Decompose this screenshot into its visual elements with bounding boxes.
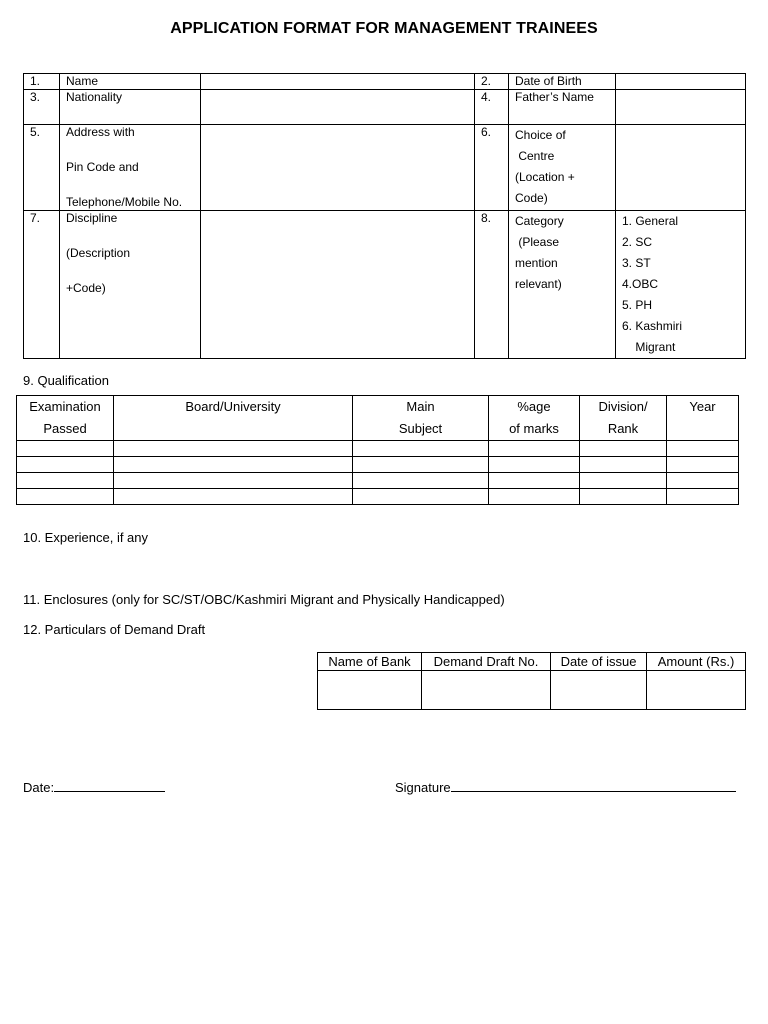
enclosures-heading: 11. Enclosures (only for SC/ST/OBC/Kashmiri Migrant and Physically Handicapped) — [23, 592, 505, 607]
address-label-line: Telephone/Mobile No. — [66, 195, 183, 209]
father-name-label: Father’s Name — [509, 90, 616, 125]
table-row — [17, 441, 739, 457]
table-row — [17, 489, 739, 505]
centre-label — [509, 125, 616, 211]
demand-draft-heading: 12. Particulars of Demand Draft — [23, 622, 206, 637]
table-cell[interactable] — [353, 473, 489, 489]
personal-details-table — [23, 73, 746, 359]
date-field — [23, 778, 165, 795]
table-cell[interactable] — [489, 441, 580, 457]
centre-label-line: Centre — [515, 149, 555, 163]
table-cell[interactable] — [580, 441, 667, 457]
table-row — [318, 671, 746, 710]
centre-label-line: Choice of — [515, 128, 566, 142]
field-number: 5. — [24, 125, 60, 211]
category-options[interactable] — [616, 211, 746, 359]
category-option[interactable]: Migrant — [622, 340, 676, 354]
amount-cell[interactable] — [647, 671, 746, 710]
table-cell[interactable] — [667, 457, 739, 473]
category-option[interactable]: 6. Kashmiri — [622, 319, 683, 333]
address-label-line: Address with — [66, 125, 135, 139]
category-label-line: relevant) — [515, 277, 562, 291]
discipline-label-line: Discipline — [66, 211, 118, 225]
field-number: 6. — [475, 125, 509, 211]
draft-number-cell[interactable] — [422, 671, 551, 710]
column-header — [353, 396, 489, 441]
experience-heading: 10. Experience, if any — [23, 530, 149, 545]
table-cell[interactable] — [17, 441, 114, 457]
field-number: 7. — [24, 211, 60, 359]
column-header — [580, 396, 667, 441]
signature-line[interactable] — [451, 778, 736, 792]
column-header: Name of Bank — [318, 653, 422, 671]
address-label — [60, 125, 201, 211]
category-label-line: (Please — [515, 235, 560, 249]
category-label — [509, 211, 616, 359]
header-line: Passed — [43, 421, 87, 436]
table-cell[interactable] — [114, 457, 353, 473]
date-label: Date: — [23, 780, 55, 795]
table-cell[interactable] — [489, 473, 580, 489]
table-row — [17, 457, 739, 473]
centre-label-line: (Location + — [515, 170, 575, 184]
table-cell[interactable] — [353, 441, 489, 457]
column-header — [667, 396, 739, 441]
header-line: Subject — [398, 421, 443, 436]
header-line: Board/University — [185, 399, 281, 414]
centre-input-cell[interactable] — [616, 125, 746, 211]
table-row — [17, 473, 739, 489]
discipline-label — [60, 211, 201, 359]
issue-date-cell[interactable] — [551, 671, 647, 710]
table-cell[interactable] — [489, 457, 580, 473]
qualification-heading: 9. Qualification — [23, 373, 109, 388]
form-title: APPLICATION FORMAT FOR MANAGEMENT TRAINEES — [170, 20, 598, 37]
table-cell[interactable] — [667, 489, 739, 505]
column-header: Amount (Rs.) — [647, 653, 746, 671]
address-label-line: Pin Code and — [66, 160, 139, 174]
field-number: 2. — [475, 74, 509, 90]
category-label-line: Category — [515, 214, 564, 228]
table-cell[interactable] — [17, 473, 114, 489]
table-cell[interactable] — [667, 441, 739, 457]
header-line: Division/ — [598, 399, 648, 414]
column-header — [114, 396, 353, 441]
category-option[interactable]: 2. SC — [622, 235, 653, 249]
name-input-cell[interactable] — [201, 74, 475, 90]
category-label-line: mention — [515, 256, 558, 270]
table-cell[interactable] — [114, 441, 353, 457]
bank-name-cell[interactable] — [318, 671, 422, 710]
name-label: Name — [60, 74, 201, 90]
table-cell[interactable] — [17, 457, 114, 473]
field-number: 3. — [24, 90, 60, 125]
table-cell[interactable] — [580, 473, 667, 489]
table-cell[interactable] — [114, 473, 353, 489]
centre-label-line: Code) — [515, 191, 548, 205]
header-line: Main — [406, 399, 435, 414]
column-header — [17, 396, 114, 441]
category-option[interactable]: 5. PH — [622, 298, 653, 312]
column-header — [489, 396, 580, 441]
nationality-input-cell[interactable] — [201, 90, 475, 125]
table-cell[interactable] — [489, 489, 580, 505]
qualification-header-row — [17, 396, 739, 441]
discipline-input-cell[interactable] — [201, 211, 475, 359]
qualification-table — [16, 395, 739, 505]
table-cell[interactable] — [17, 489, 114, 505]
father-name-input-cell[interactable] — [616, 90, 746, 125]
table-cell[interactable] — [114, 489, 353, 505]
header-line: of marks — [509, 421, 559, 436]
field-number: 4. — [475, 90, 509, 125]
column-header: Demand Draft No. — [422, 653, 551, 671]
address-input-cell[interactable] — [201, 125, 475, 211]
table-cell[interactable] — [580, 489, 667, 505]
table-cell[interactable] — [353, 489, 489, 505]
header-line: Year — [689, 399, 716, 414]
field-number: 1. — [24, 74, 60, 90]
date-line[interactable] — [54, 778, 165, 792]
field-number: 8. — [475, 211, 509, 359]
signature-label: Signature — [395, 780, 451, 795]
table-cell[interactable] — [667, 473, 739, 489]
header-line: Examination — [29, 399, 101, 414]
column-header: Date of issue — [551, 653, 647, 671]
discipline-label-line: (Description — [66, 246, 131, 260]
header-line: Rank — [607, 421, 639, 436]
demand-draft-header-row — [318, 653, 746, 671]
discipline-label-line: +Code) — [66, 281, 106, 295]
dob-input-cell[interactable] — [616, 74, 746, 90]
demand-draft-table — [317, 652, 746, 710]
dob-label: Date of Birth — [509, 74, 616, 90]
table-cell[interactable] — [580, 457, 667, 473]
header-line: %age — [517, 399, 551, 414]
category-option[interactable]: 3. ST — [622, 256, 651, 270]
signature-field — [395, 778, 736, 795]
nationality-label: Nationality — [60, 90, 201, 125]
table-cell[interactable] — [353, 457, 489, 473]
category-option[interactable]: 4.OBC — [622, 277, 659, 291]
category-option[interactable]: 1. General — [622, 214, 679, 228]
